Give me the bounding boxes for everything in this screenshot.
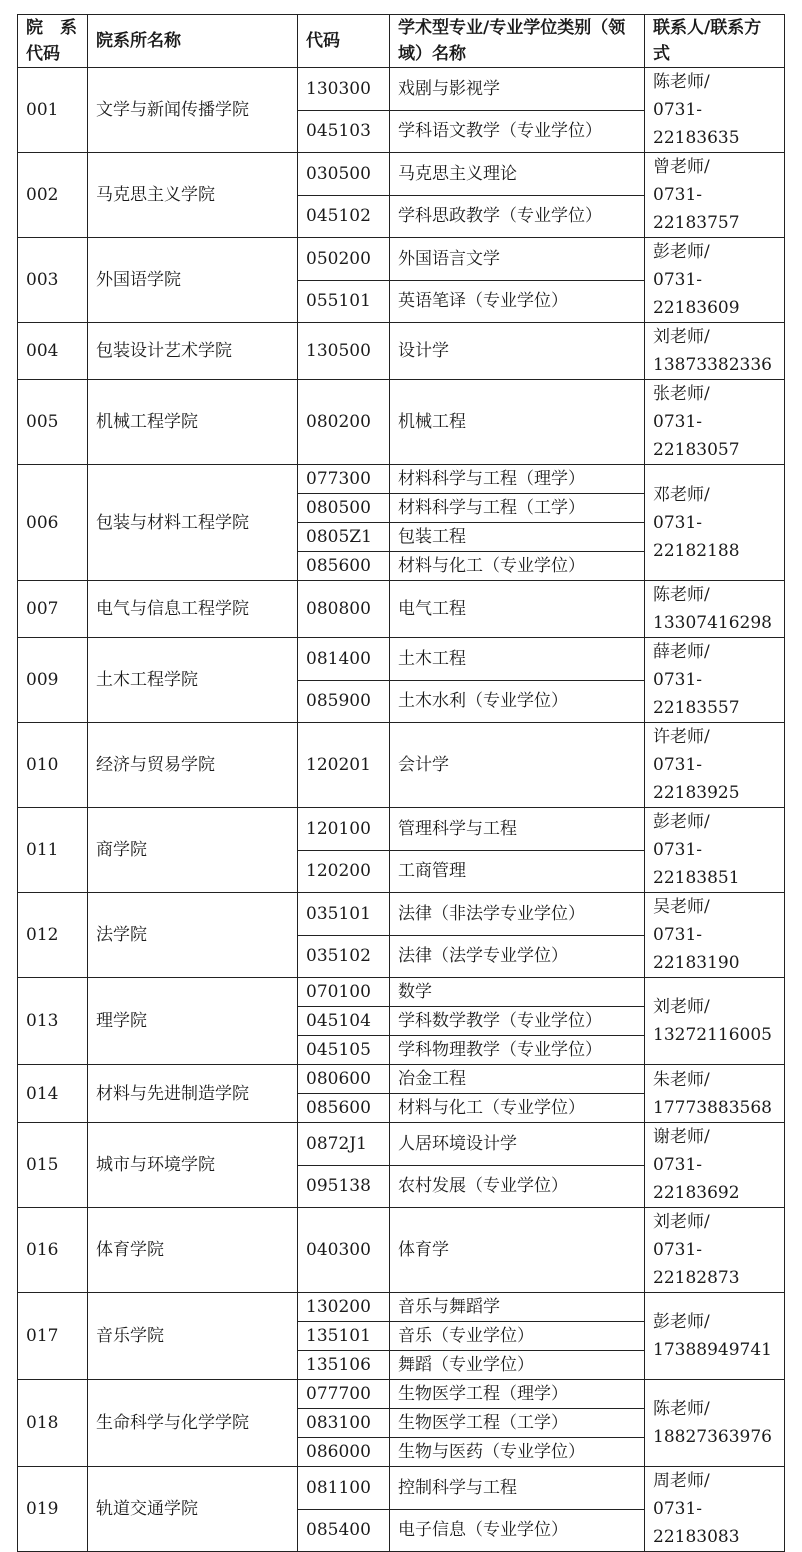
major-code-cell: 0872J1 <box>298 1123 390 1166</box>
table-row <box>18 1380 785 1409</box>
major-code-cell: 086000 <box>298 1438 390 1467</box>
header-dept-name: 院系所名称 <box>88 15 298 68</box>
major-name-cell: 戏剧与影视学 <box>390 68 645 111</box>
contact-phone: 0731-22182873 <box>653 1240 740 1288</box>
contact-cell <box>645 1123 785 1208</box>
contact-name: 谢老师/ <box>653 1127 710 1147</box>
contact-cell <box>645 1467 785 1552</box>
dept-name-cell: 材料与先进制造学院 <box>88 1065 298 1123</box>
header-major-code: 代码 <box>298 15 390 68</box>
dept-name-cell: 土木工程学院 <box>88 638 298 723</box>
major-name-cell: 法律（法学专业学位） <box>390 935 645 978</box>
major-name-cell: 控制科学与工程 <box>390 1467 645 1510</box>
major-name-cell: 会计学 <box>390 723 645 808</box>
major-code-cell: 045104 <box>298 1007 390 1036</box>
dept-name-cell: 机械工程学院 <box>88 380 298 465</box>
dept-code-cell: 002 <box>18 153 88 238</box>
table-row <box>18 238 785 281</box>
major-code-cell: 085600 <box>298 552 390 581</box>
major-code-cell: 083100 <box>298 1409 390 1438</box>
contact-phone: 0731-22183925 <box>653 755 740 803</box>
dept-code-cell: 009 <box>18 638 88 723</box>
major-code-cell: 135106 <box>298 1351 390 1380</box>
header-contact: 联系人/联系方式 <box>645 15 785 68</box>
contact-name: 邓老师/ <box>653 484 710 505</box>
major-code-cell: 085600 <box>298 1094 390 1123</box>
contact-name: 朱老师/ <box>653 1069 710 1090</box>
contact-phone: 0731-22183635 <box>653 100 740 148</box>
dept-name-cell: 生命科学与化学学院 <box>88 1380 298 1467</box>
dept-name-cell: 法学院 <box>88 893 298 978</box>
header-dept-code: 院 系代码 <box>18 15 88 68</box>
major-name-cell: 法律（非法学专业学位） <box>390 893 645 936</box>
major-code-cell: 035101 <box>298 893 390 936</box>
dept-code-cell: 019 <box>18 1467 88 1552</box>
contact-cell <box>645 323 785 380</box>
major-name-cell: 材料科学与工程（理学） <box>390 465 645 494</box>
dept-code-cell: 015 <box>18 1123 88 1208</box>
major-code-cell: 080500 <box>298 494 390 523</box>
table-row <box>18 638 785 681</box>
major-code-cell: 085900 <box>298 680 390 723</box>
major-code-cell: 120100 <box>298 808 390 851</box>
contact-name: 吴老师/ <box>653 897 710 917</box>
contact-phone: 0731-22183851 <box>653 840 740 888</box>
major-name-cell: 学科语文教学（专业学位） <box>390 110 645 153</box>
major-code-cell: 130500 <box>298 323 390 380</box>
contact-name: 刘老师/ <box>653 1212 710 1232</box>
major-code-cell: 080800 <box>298 581 390 638</box>
dept-code-cell: 003 <box>18 238 88 323</box>
contact-cell <box>645 638 785 723</box>
table-row <box>18 1293 785 1322</box>
major-code-cell: 120200 <box>298 850 390 893</box>
major-name-cell: 舞蹈（专业学位） <box>390 1351 645 1380</box>
major-name-cell: 设计学 <box>390 323 645 380</box>
major-code-cell: 130200 <box>298 1293 390 1322</box>
major-code-cell: 045103 <box>298 110 390 153</box>
major-code-cell: 080200 <box>298 380 390 465</box>
dept-name-cell: 轨道交通学院 <box>88 1467 298 1552</box>
major-name-cell: 生物医学工程（工学） <box>390 1409 645 1438</box>
dept-name-cell: 包装与材料工程学院 <box>88 465 298 581</box>
major-name-cell: 体育学 <box>390 1208 645 1293</box>
dept-code-cell: 012 <box>18 893 88 978</box>
contact-name: 曾老师/ <box>653 157 710 177</box>
contact-phone: 0731-22182188 <box>653 512 740 561</box>
major-code-cell: 040300 <box>298 1208 390 1293</box>
major-name-cell: 农村发展（专业学位） <box>390 1165 645 1208</box>
dept-code-cell: 013 <box>18 978 88 1065</box>
contact-cell <box>645 1208 785 1293</box>
dept-name-cell: 经济与贸易学院 <box>88 723 298 808</box>
major-code-cell: 030500 <box>298 153 390 196</box>
contact-phone: 0731-22183609 <box>653 270 740 318</box>
dept-name-cell: 商学院 <box>88 808 298 893</box>
contact-name: 彭老师/ <box>653 812 710 832</box>
table-row <box>18 1065 785 1094</box>
contact-phone: 18827363976 <box>653 1427 772 1447</box>
major-name-cell: 材料与化工（专业学位） <box>390 1094 645 1123</box>
major-name-cell: 马克思主义理论 <box>390 153 645 196</box>
contact-phone: 0731-22183057 <box>653 412 740 460</box>
major-code-cell: 081400 <box>298 638 390 681</box>
contact-phone: 0731-22183190 <box>653 925 740 973</box>
major-name-cell: 英语笔译（专业学位） <box>390 280 645 323</box>
dept-name-cell: 音乐学院 <box>88 1293 298 1380</box>
contact-name: 刘老师/ <box>653 997 710 1017</box>
major-name-cell: 材料科学与工程（工学） <box>390 494 645 523</box>
dept-code-cell: 001 <box>18 68 88 153</box>
major-code-cell: 045102 <box>298 195 390 238</box>
major-name-cell: 人居环境设计学 <box>390 1123 645 1166</box>
contact-cell <box>645 238 785 323</box>
dept-code-cell: 017 <box>18 1293 88 1380</box>
contact-name: 薛老师/ <box>653 642 710 662</box>
dept-code-cell: 005 <box>18 380 88 465</box>
contact-cell <box>645 1293 785 1380</box>
contact-cell <box>645 380 785 465</box>
table-row <box>18 1123 785 1166</box>
major-name-cell: 包装工程 <box>390 523 645 552</box>
major-name-cell: 外国语言文学 <box>390 238 645 281</box>
table-row <box>18 465 785 494</box>
major-name-cell: 生物医学工程（理学） <box>390 1380 645 1409</box>
major-code-cell: 095138 <box>298 1165 390 1208</box>
dept-code-cell: 007 <box>18 581 88 638</box>
major-code-cell: 120201 <box>298 723 390 808</box>
contact-phone: 17773883568 <box>653 1097 772 1118</box>
contact-name: 彭老师/ <box>653 1312 710 1332</box>
major-code-cell: 055101 <box>298 280 390 323</box>
contact-cell <box>645 68 785 153</box>
dept-name-cell: 马克思主义学院 <box>88 153 298 238</box>
dept-code-cell: 004 <box>18 323 88 380</box>
major-name-cell: 冶金工程 <box>390 1065 645 1094</box>
table-row <box>18 1467 785 1510</box>
dept-name-cell: 外国语学院 <box>88 238 298 323</box>
contact-phone: 0731-22183692 <box>653 1155 740 1203</box>
table-row <box>18 893 785 936</box>
contact-name: 彭老师/ <box>653 242 710 262</box>
contact-name: 许老师/ <box>653 727 710 747</box>
dept-code-cell: 016 <box>18 1208 88 1293</box>
major-name-cell: 材料与化工（专业学位） <box>390 552 645 581</box>
contact-cell <box>645 465 785 581</box>
major-code-cell: 081100 <box>298 1467 390 1510</box>
contact-cell <box>645 153 785 238</box>
major-code-cell: 085400 <box>298 1509 390 1552</box>
dept-code-cell: 014 <box>18 1065 88 1123</box>
contact-cell <box>645 581 785 638</box>
header-row <box>18 15 785 68</box>
contact-cell <box>645 723 785 808</box>
dept-name-cell: 电气与信息工程学院 <box>88 581 298 638</box>
table-body <box>18 68 785 1552</box>
major-name-cell: 生物与医药（专业学位） <box>390 1438 645 1467</box>
dept-name-cell: 包装设计艺术学院 <box>88 323 298 380</box>
major-name-cell: 学科数学教学（专业学位） <box>390 1007 645 1036</box>
dept-code-cell: 018 <box>18 1380 88 1467</box>
major-code-cell: 045105 <box>298 1036 390 1065</box>
contact-cell <box>645 893 785 978</box>
header-major-name: 学术型专业/专业学位类别（领域）名称 <box>390 15 645 68</box>
contact-cell <box>645 1380 785 1467</box>
major-name-cell: 电子信息（专业学位） <box>390 1509 645 1552</box>
contact-cell <box>645 808 785 893</box>
major-code-cell: 080600 <box>298 1065 390 1094</box>
major-name-cell: 学科物理教学（专业学位） <box>390 1036 645 1065</box>
dept-name-cell: 体育学院 <box>88 1208 298 1293</box>
contact-cell <box>645 978 785 1065</box>
major-name-cell: 管理科学与工程 <box>390 808 645 851</box>
major-name-cell: 土木工程 <box>390 638 645 681</box>
major-code-cell: 0805Z1 <box>298 523 390 552</box>
contact-phone: 0731-22183757 <box>653 185 740 233</box>
major-code-cell: 077700 <box>298 1380 390 1409</box>
dept-code-cell: 011 <box>18 808 88 893</box>
contact-phone: 0731-22183557 <box>653 670 740 718</box>
contact-phone: 0731-22183083 <box>653 1499 740 1547</box>
major-name-cell: 数学 <box>390 978 645 1007</box>
contact-cell <box>645 1065 785 1123</box>
major-code-cell: 070100 <box>298 978 390 1007</box>
major-code-cell: 035102 <box>298 935 390 978</box>
dept-name-cell: 理学院 <box>88 978 298 1065</box>
contact-phone: 17388949741 <box>653 1340 772 1360</box>
major-code-cell: 077300 <box>298 465 390 494</box>
major-code-cell: 130300 <box>298 68 390 111</box>
table-row <box>18 153 785 196</box>
major-code-cell: 050200 <box>298 238 390 281</box>
dept-name-cell: 城市与环境学院 <box>88 1123 298 1208</box>
table-row <box>18 808 785 851</box>
major-name-cell: 音乐（专业学位） <box>390 1322 645 1351</box>
department-major-table <box>17 14 785 1552</box>
contact-phone: 13873382336 <box>653 355 772 375</box>
contact-name: 周老师/ <box>653 1471 710 1491</box>
contact-name: 张老师/ <box>653 384 710 404</box>
contact-name: 陈老师/ <box>653 585 710 605</box>
contact-name: 刘老师/ <box>653 327 710 347</box>
major-code-cell: 135101 <box>298 1322 390 1351</box>
table-row <box>18 978 785 1007</box>
major-name-cell: 土木水利（专业学位） <box>390 680 645 723</box>
dept-code-cell: 006 <box>18 465 88 581</box>
major-name-cell: 电气工程 <box>390 581 645 638</box>
dept-name-cell: 文学与新闻传播学院 <box>88 68 298 153</box>
contact-name: 陈老师/ <box>653 72 710 92</box>
major-name-cell: 音乐与舞蹈学 <box>390 1293 645 1322</box>
contact-phone: 13307416298 <box>653 613 772 633</box>
major-name-cell: 工商管理 <box>390 850 645 893</box>
major-name-cell: 学科思政教学（专业学位） <box>390 195 645 238</box>
contact-name: 陈老师/ <box>653 1399 710 1419</box>
table-row <box>18 68 785 111</box>
dept-code-cell: 010 <box>18 723 88 808</box>
major-name-cell: 机械工程 <box>390 380 645 465</box>
contact-phone: 13272116005 <box>653 1025 772 1045</box>
